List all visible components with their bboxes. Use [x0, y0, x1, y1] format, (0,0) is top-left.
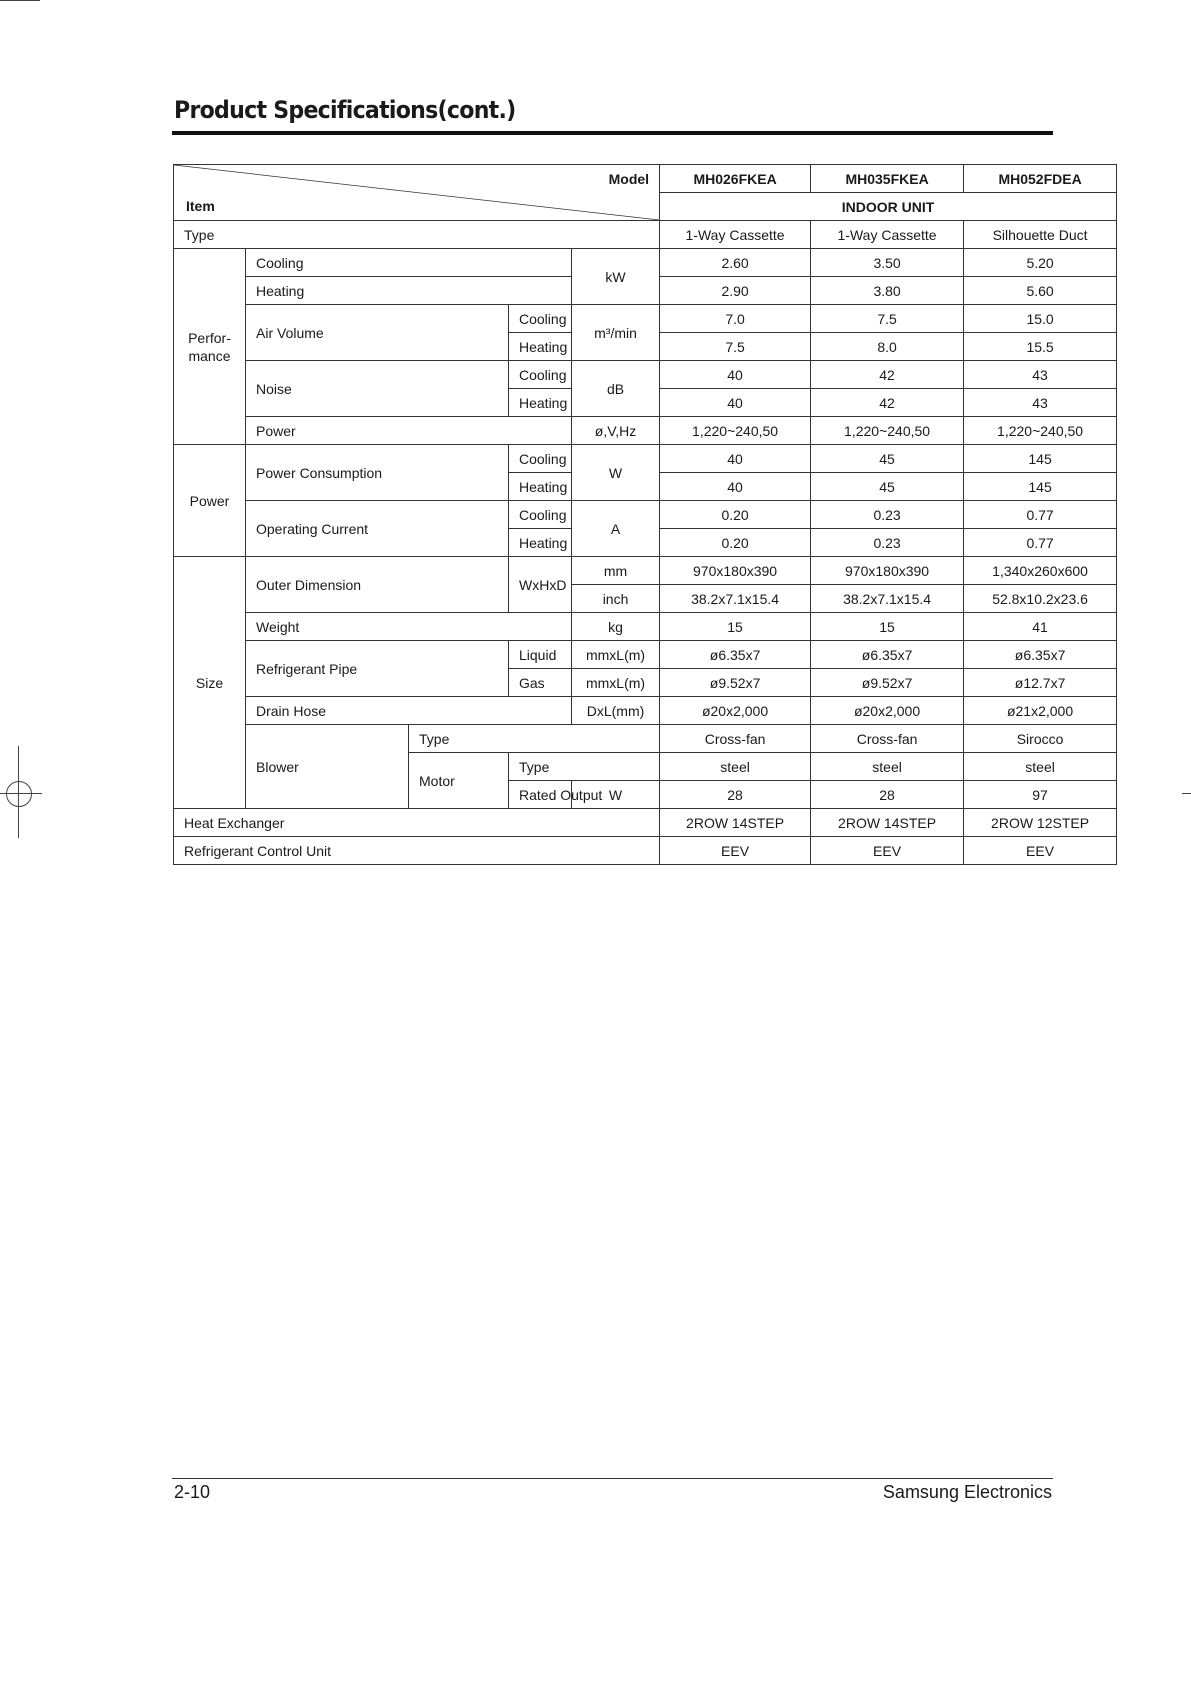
unit-cell: A	[572, 501, 660, 557]
cell: 2ROW 14STEP	[811, 809, 964, 837]
row-label: Outer Dimension	[246, 557, 509, 613]
cell: steel	[811, 753, 964, 781]
cell: 145	[964, 473, 1117, 501]
table-row	[174, 697, 1117, 725]
sub-label: Heating	[509, 333, 572, 361]
table-row	[174, 305, 1117, 333]
cell: ø6.35x7	[964, 641, 1117, 669]
unit-cell: mm	[572, 557, 660, 585]
cell: 40	[660, 361, 811, 389]
cell: 43	[964, 361, 1117, 389]
cell: EEV	[964, 837, 1117, 865]
cell: 38.2x7.1x15.4	[660, 585, 811, 613]
table-row	[174, 725, 1117, 753]
sub-label: Heating	[509, 473, 572, 501]
cell: 0.77	[964, 529, 1117, 557]
cell: 1-Way Cassette	[660, 221, 811, 249]
sub-label: WxHxD	[509, 557, 572, 613]
cell: ø9.52x7	[660, 669, 811, 697]
cell: Cross-fan	[811, 725, 964, 753]
unit-cell: kW	[572, 249, 660, 305]
sub-label: Gas	[509, 669, 572, 697]
table-row	[174, 641, 1117, 669]
row-label: Weight	[246, 613, 572, 641]
sub-label: Liquid	[509, 641, 572, 669]
cell: 7.5	[811, 305, 964, 333]
cell: 41	[964, 613, 1117, 641]
registration-mark	[6, 781, 32, 807]
row-label: Cooling	[246, 249, 572, 277]
unit-cell: inch	[572, 585, 660, 613]
unit-cell: DxL(mm)	[572, 697, 660, 725]
table-row	[174, 221, 1117, 249]
unit-cell: mmxL(m)	[572, 641, 660, 669]
cell: ø12.7x7	[964, 669, 1117, 697]
sub-label: Cooling	[509, 305, 572, 333]
table-row	[174, 501, 1117, 529]
row-label: Refrigerant Pipe	[246, 641, 509, 697]
cell: 1,220~240,50	[811, 417, 964, 445]
crop-mark-top-left	[0, 0, 40, 1]
unit-cell: dB	[572, 361, 660, 417]
cell: 3.80	[811, 277, 964, 305]
table-row	[174, 557, 1117, 585]
group-label-size: Size	[174, 557, 246, 809]
sub-label: Type	[409, 725, 660, 753]
cell: 15	[660, 613, 811, 641]
table-row	[174, 361, 1117, 389]
cell: 42	[811, 389, 964, 417]
cell: 28	[811, 781, 964, 809]
cell: steel	[964, 753, 1117, 781]
cell: 970x180x390	[811, 557, 964, 585]
footer-publisher: Samsung Electronics	[882, 1482, 1052, 1502]
cell: EEV	[660, 837, 811, 865]
table-row	[174, 417, 1117, 445]
cell: ø21x2,000	[964, 697, 1117, 725]
group-label-performance: Perfor- mance	[174, 249, 246, 445]
unit-cell: W	[572, 445, 660, 501]
row-label: Refrigerant Control Unit	[174, 837, 660, 865]
cell: 7.5	[660, 333, 811, 361]
cell: 0.20	[660, 529, 811, 557]
model-name: MH035FKEA	[811, 165, 964, 193]
cell: ø6.35x7	[660, 641, 811, 669]
item-label: Item	[186, 198, 215, 214]
diagonal-line	[174, 165, 659, 220]
table-row	[174, 837, 1117, 865]
table-row	[174, 613, 1117, 641]
cell: EEV	[811, 837, 964, 865]
cell: ø9.52x7	[811, 669, 964, 697]
row-label: Type	[174, 221, 660, 249]
registration-mark-h	[0, 793, 42, 794]
cell: 3.50	[811, 249, 964, 277]
cell: 2ROW 12STEP	[964, 809, 1117, 837]
table-row	[174, 249, 1117, 277]
row-label: Drain Hose	[246, 697, 572, 725]
page-number: 2-10	[174, 1482, 211, 1502]
model-label: Model	[608, 171, 650, 187]
table-row	[174, 809, 1117, 837]
sub-label: Cooling	[509, 501, 572, 529]
row-label: Noise	[246, 361, 509, 417]
unit-cell: W	[572, 781, 660, 809]
cell: 145	[964, 445, 1117, 473]
table-row	[174, 445, 1117, 473]
cell: ø20x2,000	[811, 697, 964, 725]
sub-label: Heating	[509, 529, 572, 557]
cell: 38.2x7.1x15.4	[811, 585, 964, 613]
unit-group-label: INDOOR UNIT	[660, 193, 1117, 221]
cell: ø20x2,000	[660, 697, 811, 725]
crop-mark-right	[1182, 793, 1191, 794]
cell: 97	[964, 781, 1117, 809]
cell: 0.23	[811, 529, 964, 557]
row-label: Heating	[246, 277, 572, 305]
cell: 15	[811, 613, 964, 641]
cell: 42	[811, 361, 964, 389]
cell: 45	[811, 445, 964, 473]
row-label: Blower	[246, 725, 409, 809]
cell: 43	[964, 389, 1117, 417]
cell: 15.0	[964, 305, 1117, 333]
group-label-power: Power	[174, 445, 246, 557]
cell: 970x180x390	[660, 557, 811, 585]
cell: 52.8x10.2x23.6	[964, 585, 1117, 613]
header-model-row	[174, 165, 1117, 193]
sub-label: Rated Output	[509, 781, 572, 809]
cell: ø6.35x7	[811, 641, 964, 669]
cell: steel	[660, 753, 811, 781]
registration-mark-v	[18, 746, 19, 838]
cell: Sirocco	[964, 725, 1117, 753]
cell: 1,220~240,50	[964, 417, 1117, 445]
cell: 8.0	[811, 333, 964, 361]
cell: 40	[660, 473, 811, 501]
unit-cell: mmxL(m)	[572, 669, 660, 697]
cell: Cross-fan	[660, 725, 811, 753]
cell: 7.0	[660, 305, 811, 333]
cell: 0.77	[964, 501, 1117, 529]
cell: 28	[660, 781, 811, 809]
row-label: Air Volume	[246, 305, 509, 361]
cell: 1,340x260x600	[964, 557, 1117, 585]
cell: 5.60	[964, 277, 1117, 305]
title-rule	[172, 131, 1053, 135]
row-label: Operating Current	[246, 501, 509, 557]
cell: 1,220~240,50	[660, 417, 811, 445]
model-name: MH052FDEA	[964, 165, 1117, 193]
sub-label: Heating	[509, 389, 572, 417]
page-title: Product Specifications(cont.)	[174, 96, 516, 124]
footer-rule	[172, 1478, 1053, 1479]
row-label: Power Consumption	[246, 445, 509, 501]
sub-label: Type	[509, 753, 660, 781]
row-label: Power	[246, 417, 572, 445]
cell: 45	[811, 473, 964, 501]
model-name: MH026FKEA	[660, 165, 811, 193]
sub-label: Motor	[409, 753, 509, 809]
row-label: Heat Exchanger	[174, 809, 660, 837]
cell: 0.20	[660, 501, 811, 529]
cell: 0.23	[811, 501, 964, 529]
sub-label: Cooling	[509, 361, 572, 389]
cell: 2ROW 14STEP	[660, 809, 811, 837]
cell: Silhouette Duct	[964, 221, 1117, 249]
unit-cell: m³/min	[572, 305, 660, 361]
cell: 1-Way Cassette	[811, 221, 964, 249]
unit-cell: kg	[572, 613, 660, 641]
sub-label: Cooling	[509, 445, 572, 473]
spec-table	[173, 164, 1117, 865]
header-corner	[174, 165, 660, 221]
cell: 5.20	[964, 249, 1117, 277]
cell: 2.60	[660, 249, 811, 277]
cell: 15.5	[964, 333, 1117, 361]
unit-cell: ø,V,Hz	[572, 417, 660, 445]
cell: 40	[660, 445, 811, 473]
cell: 2.90	[660, 277, 811, 305]
cell: 40	[660, 389, 811, 417]
